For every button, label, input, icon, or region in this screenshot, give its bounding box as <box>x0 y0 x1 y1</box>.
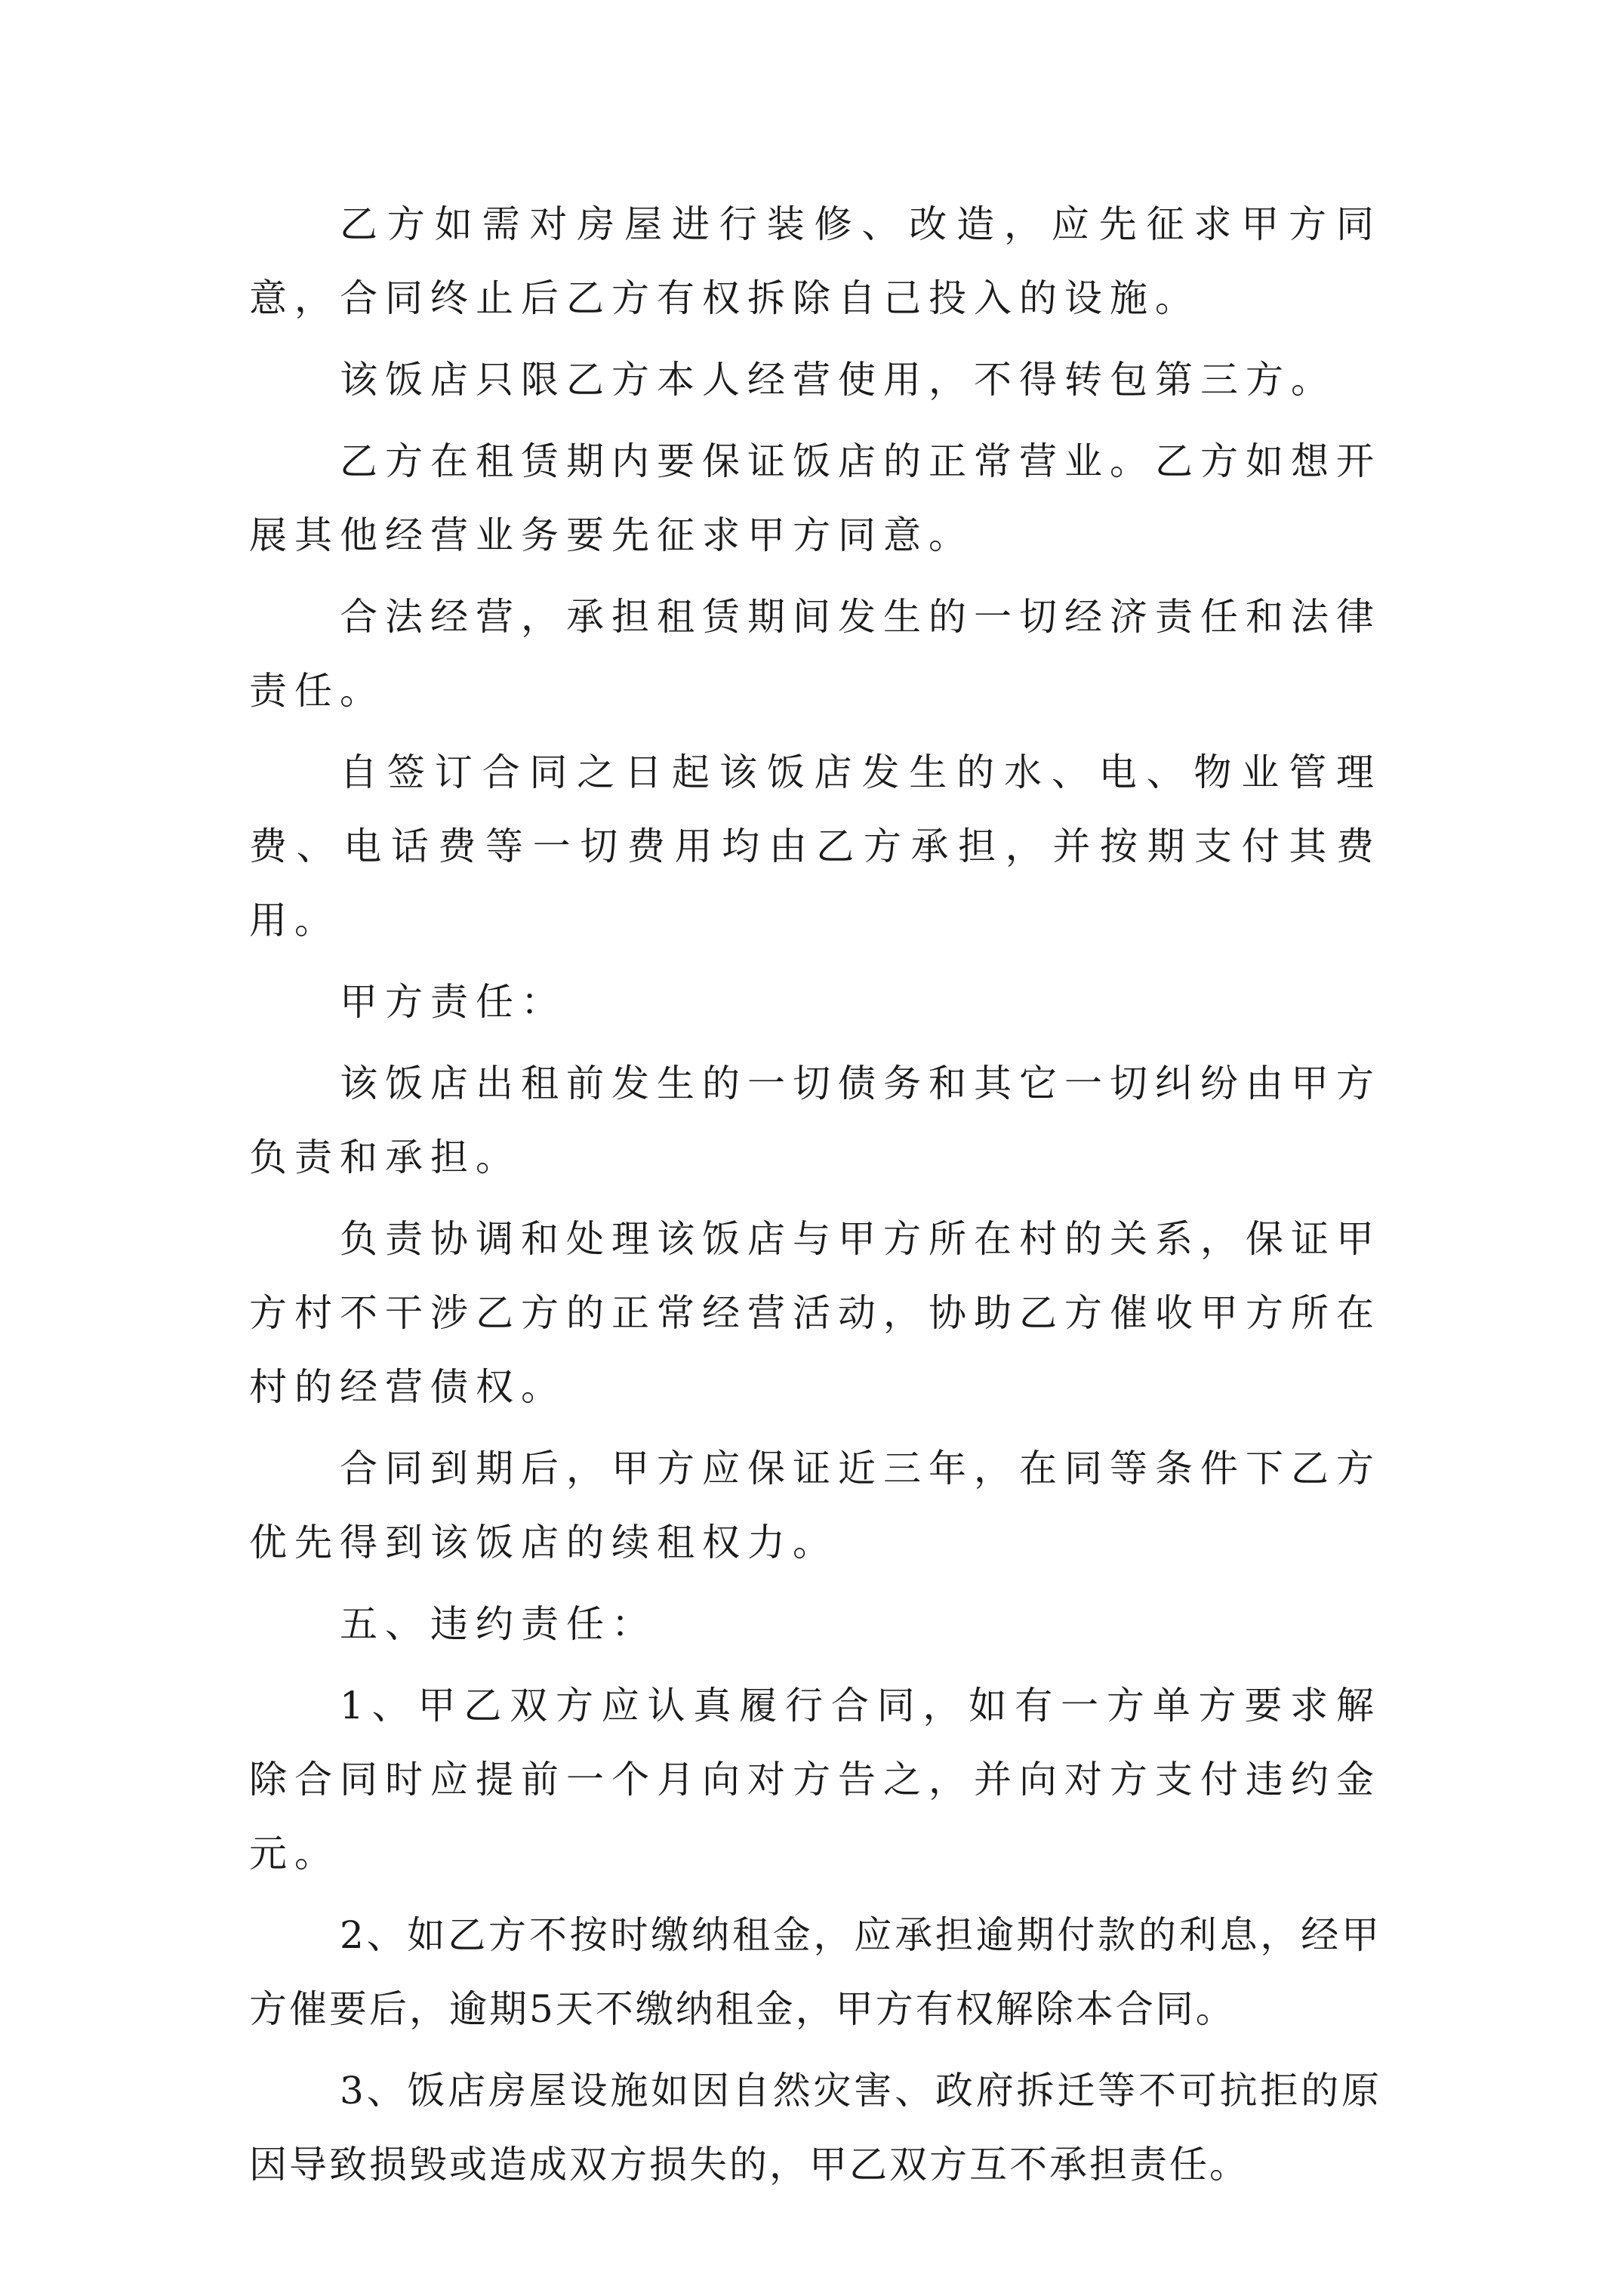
clause-2: 2、如乙方不按时缴纳租金，应承担逾期付款的利息，经甲方催要后，逾期5天不缴纳租金，甲方有权解除本合同。 <box>249 1913 1381 2031</box>
document-body <box>249 187 1381 2209</box>
paragraph-renewal: 合同到期后，甲方应保证近三年，在同等条件下乙方优先得到该饭店的续租权力。 <box>249 1447 1381 1564</box>
paragraph-village-relations: 负责协调和处理该饭店与甲方所在村的关系，保证甲方村不干涉乙方的正常经营活动，协助乙方催收甲方所在村的经营债权。 <box>249 1217 1381 1409</box>
paragraph-normal-operation: 乙方在租赁期内要保证饭店的正常营业。乙方如想开展其他经营业务要先征求甲方同意。 <box>249 439 1381 557</box>
heading-party-a-duties: 甲方责任： <box>340 980 566 1024</box>
paragraph-fees: 自签订合同之日起该饭店发生的水、电、物业管理费、电话费等一切费用均由乙方承担，并按期支付其费用。 <box>249 750 1381 942</box>
paragraph-no-subcontract: 该饭店只限乙方本人经营使用，不得转包第三方。 <box>340 358 1336 402</box>
paragraph-legal-operation: 合法经营，承担租赁期间发生的一切经济责任和法律责任。 <box>249 595 1381 713</box>
heading-breach: 五、违约责任： <box>340 1602 657 1646</box>
clause-1: 1、甲乙双方应认真履行合同，如有一方单方要求解除合同时应提前一个月向对方告之，并向对方支付违约金元。 <box>249 1684 1381 1875</box>
clause-3: 3、饭店房屋设施如因自然灾害、政府拆迁等不可抗拒的原因导致损毁或造成双方损失的，甲乙双方互不承担责任。 <box>249 2069 1381 2187</box>
paragraph-debts: 该饭店出租前发生的一切债务和其它一切纠纷由甲方负责和承担。 <box>249 1062 1381 1179</box>
paragraph-renovation: 乙方如需对房屋进行装修、改造，应先征求甲方同意，合同终止后乙方有权拆除自己投入的设施。 <box>249 202 1381 320</box>
